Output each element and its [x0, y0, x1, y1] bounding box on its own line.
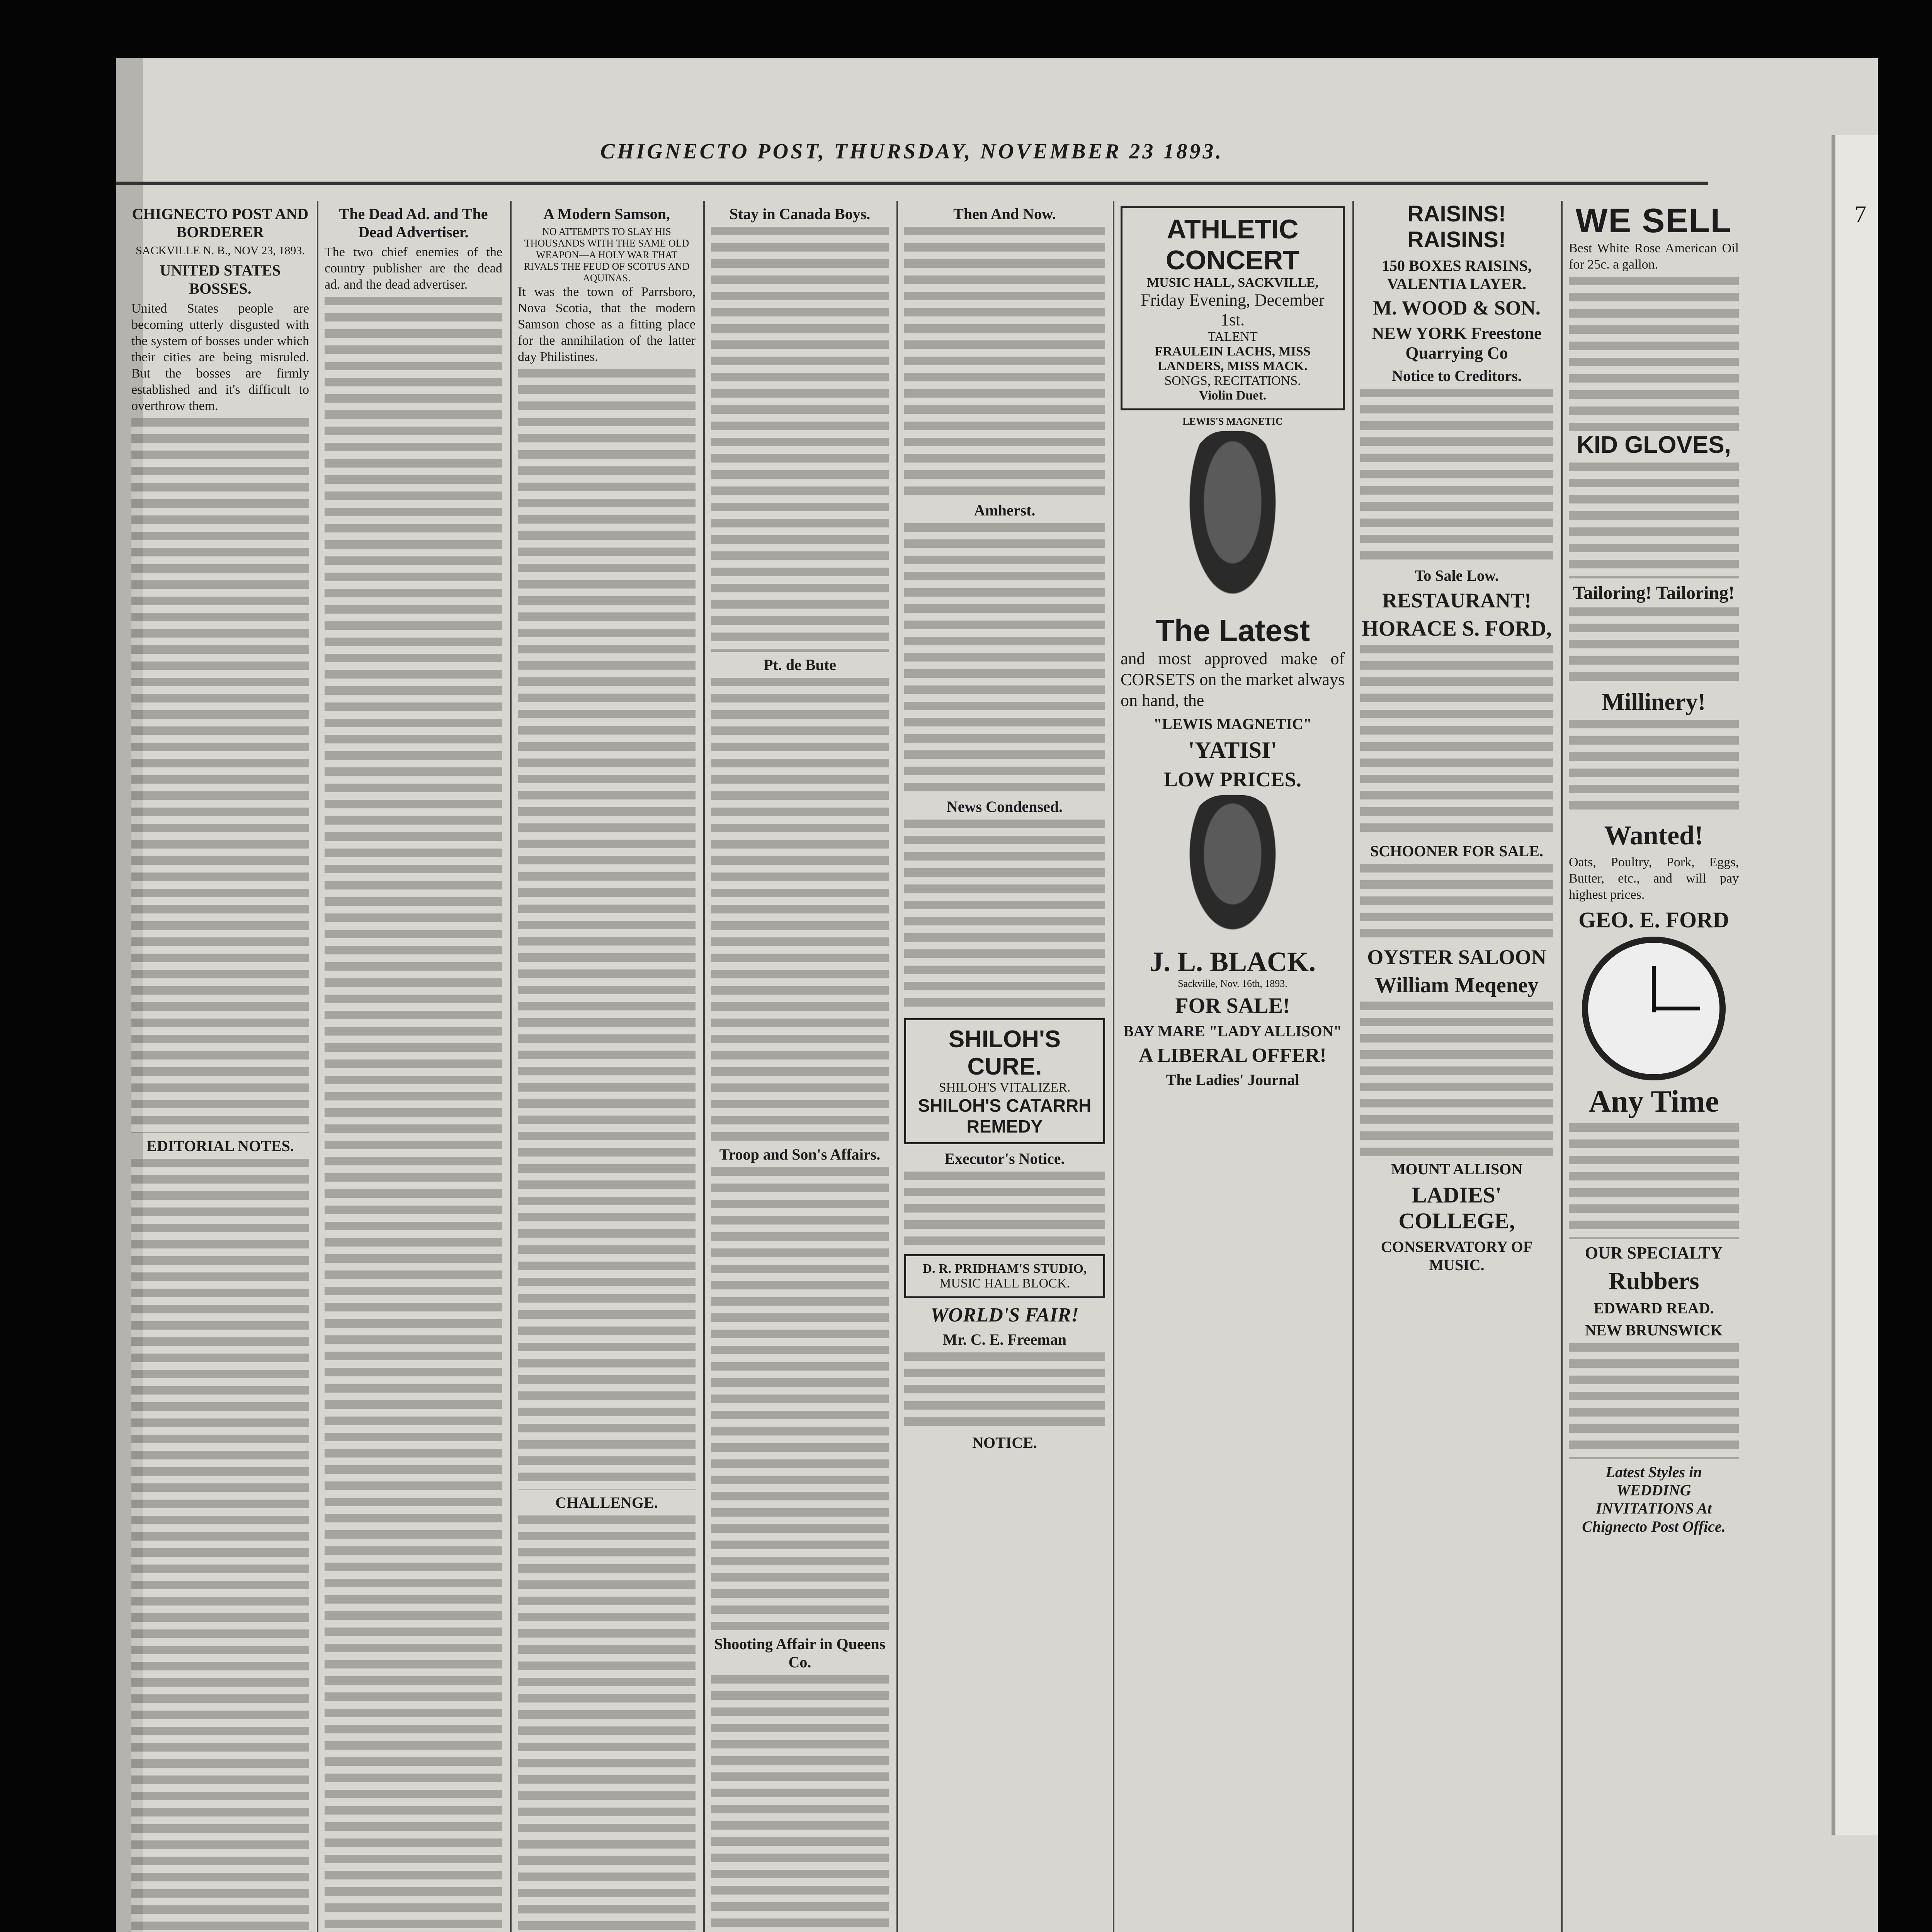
article-text-block — [904, 820, 1105, 1013]
article-text-block — [1569, 463, 1739, 578]
article-text-block — [1569, 277, 1739, 431]
article-text-block — [325, 297, 502, 1932]
quarry: NEW YORK Freestone Quarrying Co — [1372, 324, 1542, 362]
section-editorial-notes: EDITORIAL NOTES. — [146, 1137, 294, 1155]
millinery: Millinery! — [1602, 689, 1706, 715]
deck: NO ATTEMPTS TO SLAY HIS THOUSANDS WITH THE SAME OLD WEAPON—A HOLY WAR THAT RIVALS THE FEUD OF SCOTUS AND AQUINAS. — [524, 226, 690, 284]
column-rule — [896, 201, 898, 1932]
any-time: Any Time — [1588, 1085, 1719, 1119]
raisins: RAISINS! RAISINS! — [1407, 201, 1506, 252]
black-date: Sackville, Nov. 16th, 1893. — [1178, 978, 1287, 989]
article-text-block — [1360, 645, 1553, 838]
article-text-block — [1569, 1123, 1739, 1239]
column-rule — [317, 201, 318, 1932]
oyster-saloon: OYSTER SALOON — [1367, 946, 1546, 969]
horace-ford: HORACE S. FORD, — [1362, 617, 1552, 641]
masthead — [116, 139, 1708, 185]
corset-brand: LEWIS'S MAGNETIC — [1182, 416, 1283, 427]
rubbers: Rubbers — [1608, 1267, 1699, 1294]
studio-location: MUSIC HALL BLOCK. — [939, 1276, 1070, 1291]
column-rule — [510, 201, 512, 1932]
schooner-for-sale: SCHOONER FOR SALE. — [1370, 842, 1543, 860]
column-rule — [1113, 201, 1114, 1932]
edward-read: EDWARD READ. — [1594, 1299, 1714, 1317]
ad-pridham-studio — [904, 1254, 1105, 1298]
column-3 — [518, 201, 696, 1932]
article-text-block — [518, 1515, 696, 1932]
ladies-journal: The Ladies' Journal — [1166, 1071, 1299, 1088]
bay-mare: BAY MARE "LADY ALLISON" — [1123, 1022, 1342, 1040]
concert-venue: MUSIC HALL, SACKVILLE, — [1147, 276, 1318, 290]
ad-shiloh-catarrh: SHILOH'S CATARRH REMEDY — [918, 1095, 1092, 1136]
concert-title: ATHLETIC CONCERT — [1165, 214, 1300, 275]
wanted-items: Oats, Poultry, Pork, Eggs, Butter, etc., and will pay highest prices. — [1569, 855, 1739, 902]
restaurant: RESTAURANT! — [1382, 589, 1532, 612]
jl-black: J. L. BLACK. — [1149, 946, 1316, 977]
subhead-amherst: Amherst. — [974, 502, 1036, 519]
yatisi: 'YATISI' — [1188, 737, 1277, 763]
we-sell: WE SELL — [1575, 201, 1732, 240]
ad-athletic-concert — [1121, 206, 1345, 410]
article-text-block — [131, 418, 309, 1133]
page-number: 7 — [1855, 201, 1866, 227]
column-rule — [1561, 201, 1563, 1932]
ad-shiloh-vitalizer: SHILOH'S VITALIZER. — [939, 1080, 1071, 1095]
article-text-block — [1569, 1343, 1739, 1459]
article-text-block — [904, 227, 1105, 497]
concert-date: Friday Evening, December 1st. — [1141, 291, 1325, 329]
concert-songs: SONGS, RECITATIONS. — [1164, 374, 1301, 388]
worlds-fair: WORLD'S FAIR! — [930, 1304, 1079, 1326]
kid-gloves: KID GLOVES, — [1577, 432, 1731, 458]
nameplate: CHIGNECTO POST AND BORDERER — [132, 205, 309, 241]
column-rule — [1352, 201, 1354, 1932]
article-body: United States people are becoming utterly disgusted with the system of bosses under which their cities are being misruled. But the bosses are firmly established and it's difficult to overthrow them. — [131, 301, 309, 413]
concert-performers: FRAULEIN LACHS, MISS LANDERS, MISS MACK. — [1155, 344, 1311, 373]
the-latest: The Latest — [1155, 613, 1310, 648]
new-brunswick: NEW BRUNSWICK — [1585, 1321, 1723, 1339]
article-text-block — [711, 678, 889, 1141]
column-7 — [1360, 201, 1553, 1932]
headline-modern-samson: A Modern Samson, — [543, 205, 670, 223]
article-text-block — [1569, 607, 1739, 685]
for-sale: FOR SALE! — [1175, 994, 1290, 1018]
notice: NOTICE. — [972, 1434, 1037, 1451]
article-text-block — [711, 1675, 889, 1932]
subhead-pt-de-bute: Pt. de Bute — [764, 656, 836, 673]
low-prices: LOW PRICES. — [1163, 768, 1302, 791]
subhead-news-condensed: News Condensed. — [946, 798, 1063, 815]
scan-edge-right — [1832, 135, 1878, 1835]
ladies-college: LADIES' COLLEGE, — [1398, 1182, 1515, 1233]
article-text-block — [518, 369, 696, 1490]
column-4 — [711, 201, 889, 1932]
article-text-block — [711, 1167, 889, 1631]
conservatory: CONSERVATORY OF MUSIC. — [1381, 1238, 1533, 1274]
subhead-challenge: CHALLENGE. — [555, 1494, 658, 1511]
violin-duet: Violin Duet. — [1199, 388, 1267, 403]
article-text-block — [1360, 1002, 1553, 1156]
subhead-shooting: Shooting Affair in Queens Co. — [714, 1635, 886, 1671]
article-text-block — [904, 1172, 1105, 1249]
notice-creditors: Notice to Creditors. — [1392, 367, 1522, 384]
article-text-block — [131, 1159, 309, 1932]
our-specialty: OUR SPECIALTY — [1585, 1243, 1723, 1262]
freeman: Mr. C. E. Freeman — [943, 1331, 1066, 1348]
article-text-block — [1360, 389, 1553, 563]
studio-name: D. R. PRIDHAM'S STUDIO, — [922, 1262, 1087, 1276]
geo-ford: GEO. E. FORD — [1578, 907, 1729, 932]
article-text-block — [1360, 864, 1553, 941]
ad-shiloh — [904, 1018, 1105, 1144]
wanted: Wanted! — [1604, 821, 1704, 850]
william-meqeney: William Meqeney — [1375, 973, 1539, 997]
column-2 — [325, 201, 502, 1932]
to-sale-low: To Sale Low. — [1415, 567, 1499, 584]
article-text-block — [904, 1352, 1105, 1430]
headline-then-and-now: Then And Now. — [953, 205, 1056, 223]
corset-text: and most approved make of CORSETS on the market always on hand, the — [1121, 649, 1345, 710]
concert-talent: TALENT — [1208, 330, 1258, 344]
headline-stay-in-canada: Stay in Canada Boys. — [729, 205, 871, 223]
ad-shiloh-cure: SHILOH'S CURE. — [948, 1026, 1061, 1080]
column-6 — [1121, 201, 1345, 1932]
headline-bosses: UNITED STATES BOSSES. — [160, 262, 281, 297]
column-rule — [703, 201, 705, 1932]
article-body: The two chief enemies of the country publisher are the dead ad. and the dead advertiser. — [325, 245, 502, 292]
column-5 — [904, 201, 1105, 1932]
lewis-magnetic: "LEWIS MAGNETIC" — [1153, 715, 1312, 733]
wedding-invitations: Latest Styles in WEDDING INVITATIONS At Chignecto Post Office. — [1582, 1463, 1726, 1535]
column-8 — [1569, 201, 1739, 1932]
executor-notice: Executor's Notice. — [944, 1150, 1065, 1167]
corset-illustration — [1182, 795, 1283, 942]
corset-illustration — [1182, 431, 1283, 609]
tailoring: Tailoring! Tailoring! — [1573, 583, 1735, 603]
column-1 — [131, 201, 309, 1932]
article-text-block — [1569, 720, 1739, 816]
masthead-title: CHIGNECTO POST, THURSDAY, NOVEMBER 23 1893. — [600, 139, 1224, 163]
liberal-offer: A LIBERAL OFFER! — [1139, 1044, 1327, 1066]
headline-dead-ad: The Dead Ad. and The Dead Advertiser. — [339, 205, 488, 241]
subhead-troop-son: Troop and Son's Affairs. — [719, 1146, 881, 1163]
raisins-detail: 150 BOXES RAISINS, VALENTIA LAYER. — [1382, 257, 1532, 293]
mount-allison: MOUNT ALLISON — [1391, 1160, 1523, 1178]
article-text-block — [904, 523, 1105, 794]
dateline: SACKVILLE N. B., NOV 23, 1893. — [136, 244, 305, 257]
article-body: It was the town of Parrsboro, Nova Scotia, that the modern Samson chose as a fitting place for the annihilation of the latter day Philistines. — [518, 285, 696, 364]
clock-illustration — [1582, 937, 1726, 1080]
oil-text: Best White Rose American Oil for 25c. a gallon. — [1569, 241, 1739, 272]
wood-son: M. WOOD & SON. — [1373, 297, 1541, 319]
article-text-block — [711, 227, 889, 652]
